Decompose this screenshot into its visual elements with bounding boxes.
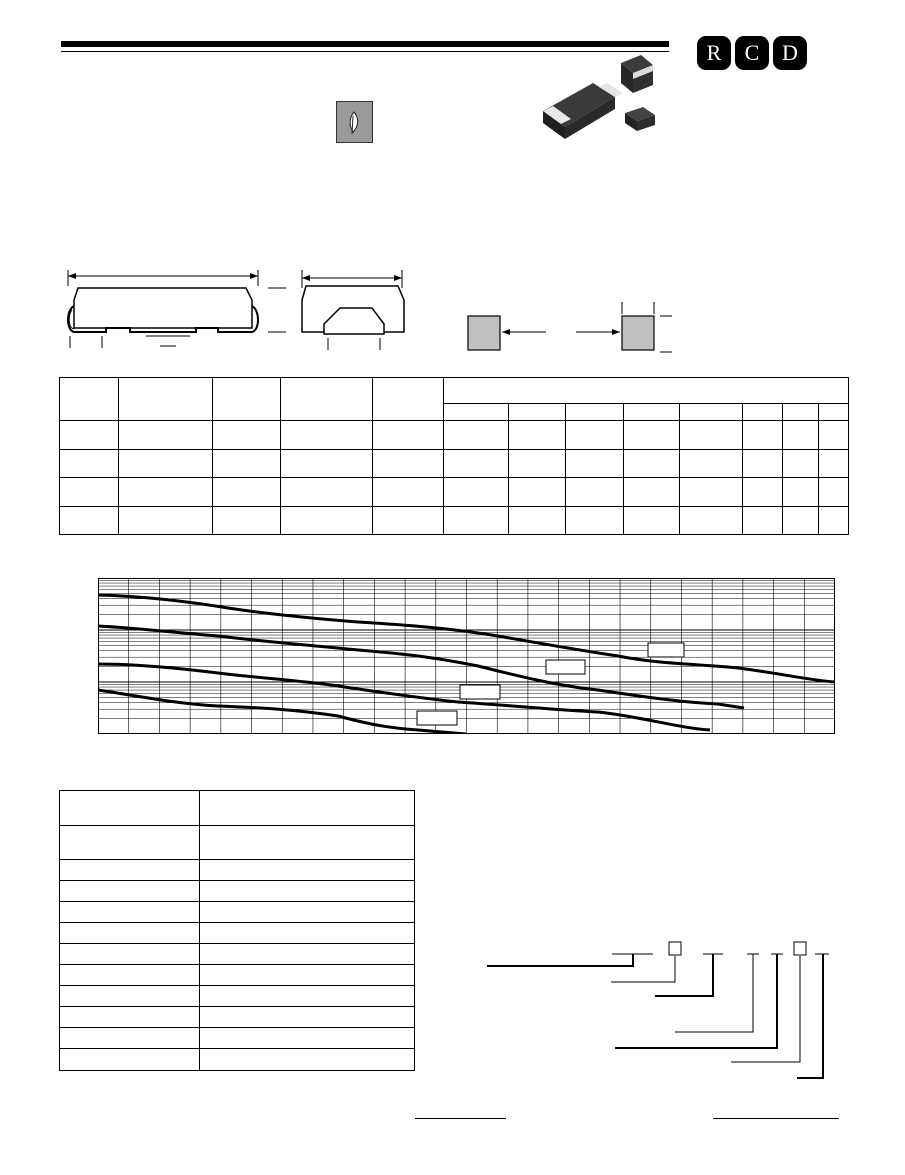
table-row <box>60 986 415 1007</box>
logo-letter-r: R <box>697 36 731 70</box>
table-row <box>60 923 415 944</box>
table-row <box>60 1007 415 1028</box>
table-row <box>60 507 849 535</box>
table-row <box>60 1028 415 1049</box>
spec-subheader-cell <box>444 404 509 421</box>
curve-label-box <box>648 643 684 657</box>
spec-header-cell <box>119 378 213 421</box>
signature-line <box>415 1118 506 1119</box>
spec-subheader-cell <box>743 404 782 421</box>
header-rule <box>61 41 669 47</box>
table-row <box>60 450 849 478</box>
curve-3 <box>98 664 710 730</box>
part-number-diagram <box>485 938 835 1088</box>
spec-header-cell <box>373 378 444 421</box>
table-row <box>60 826 415 860</box>
spec-subheader-cell <box>509 404 565 421</box>
spec-subheader-cell <box>818 404 848 421</box>
product-photo <box>533 51 675 146</box>
spec-header-group <box>444 378 849 404</box>
spec-header-cell <box>213 378 281 421</box>
spec-header-cell <box>60 378 119 421</box>
spec-subheader-cell <box>565 404 623 421</box>
spec-subheader-cell <box>680 404 743 421</box>
characteristic-graph <box>98 578 835 734</box>
rcd-logo <box>697 36 809 70</box>
spec-subheader-cell <box>782 404 818 421</box>
table-row <box>60 478 849 507</box>
leaf-icon <box>336 101 373 143</box>
property-table <box>59 790 415 1071</box>
spec-header-cell <box>281 378 373 421</box>
logo-letter-c: C <box>735 36 769 70</box>
logo-letter-d: D <box>773 36 807 70</box>
curve-label-box <box>460 685 500 699</box>
spec-table <box>59 377 849 535</box>
table-row <box>60 1049 415 1071</box>
table-row <box>60 902 415 923</box>
signature-line <box>713 1118 839 1119</box>
table-row <box>60 860 415 881</box>
table-row <box>60 791 415 826</box>
table-row <box>60 965 415 986</box>
curve-label-box <box>546 660 585 674</box>
curve-label-box <box>417 711 457 725</box>
dimension-drawings <box>60 266 680 358</box>
table-row <box>60 944 415 965</box>
table-row <box>60 421 849 450</box>
spec-subheader-cell <box>623 404 679 421</box>
table-row <box>60 881 415 902</box>
